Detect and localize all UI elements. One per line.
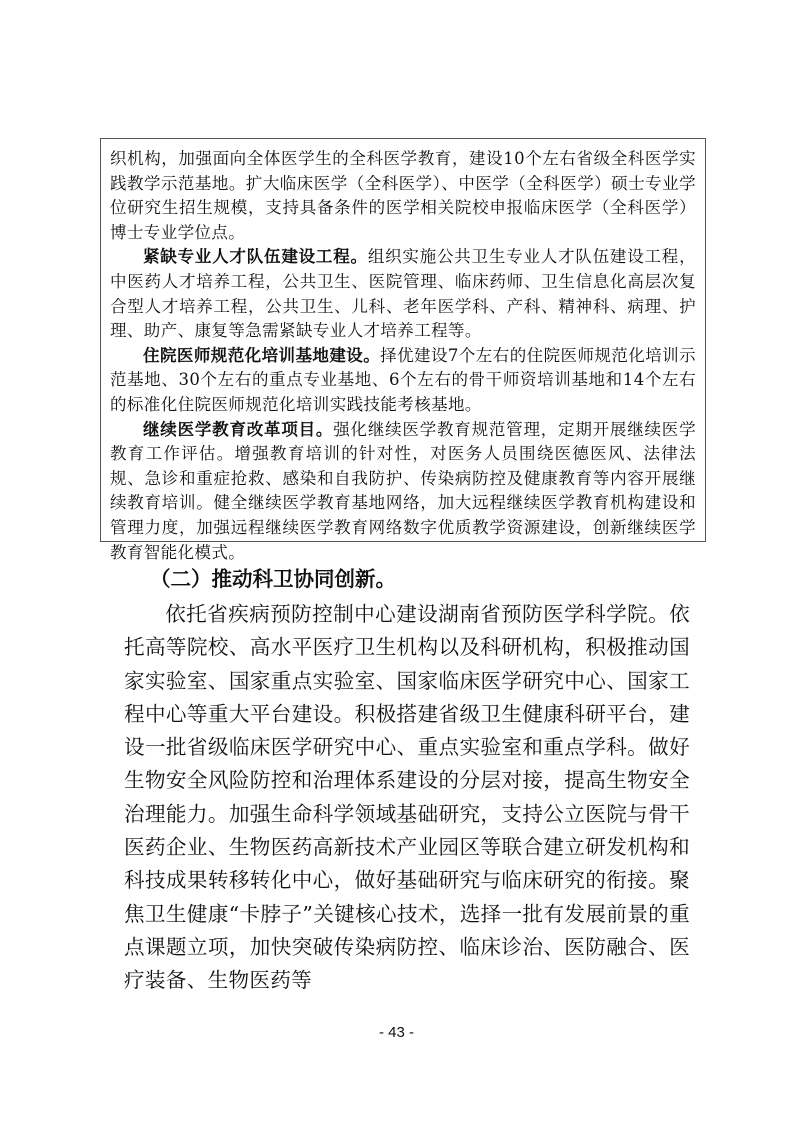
page-number: - 43 - [378, 1024, 414, 1041]
box-paragraph: 织机构，加强面向全体医学生的全科医学教育，建设10个左右省级全科医学实践教学示范基地。扩大临床医学（全科医学）、中医学（全科医学）硕士专业学位研究生招生规模，支持具备条件的医学相关院校申报临床医学（全科医学）博士专业学位点。 [110, 149, 696, 242]
project-text: 组织实施公共卫生专业人才队伍建设工程，中医药人才培养工程，公共卫生、医院管理、临床药师、卫生信息化高层次复合型人才培养工程，公共卫生、儿科、老年医学科、产科、精神科、病理、护理、助产、康复等急需紧缺专业人才培养工程等。 [110, 247, 696, 341]
project-text: 强化继续医学教育规范管理，定期开展继续医学教育工作评估。增强教育培训的针对性，对医务人员围绕医德医风、法律法规、急诊和重症抢救、感染和自我防护、传染病防控及健康教育等内容开展继续教育培训。健全继续医学教育基地网络，加大远程继续医学教育机构建设和管理力度，加强远程继续医学教育网络数字优质教学资源建设，创新继续医学教育智能化模式。 [110, 419, 696, 562]
section-heading: （二）推动科卫协同创新。 [150, 567, 396, 591]
body-paragraph: 依托省疾病预防控制中心建设湖南省预防医学科学院。依托高等院校、高水平医疗卫生机构以及科研机构，积极推动国家实验室、国家重点实验室、国家临床医学研究中心、国家工程中心等重大平台建设。积极搭建省级卫生健康科研平台，建设一批省级临床医学研究中心、重点实验室和重点学科。做好生物安全风险防控和治理体系建设的分层对接，提高生物安全治理能力。加强生命科学领域基础研究，支持公立医院与骨干医药企业、生物医药高新技术产业园区等联合建立研发机构和科技成果转移转化中心，做好基础研究与临床研究的衔接。聚焦卫生健康“卡脖子”关键核心技术，选择一批有发展前景的重点课题立项，加快突破传染病防控、临床诊治、医防融合、医疗装备、生物医药等 [124, 602, 690, 993]
box-paragraph [110, 245, 696, 343]
project-title: 紧缺专业人才队伍建设工程。 [143, 247, 368, 267]
boxed-projects [100, 138, 706, 562]
project-title: 住院医师规范化培训基地建设。 [143, 345, 381, 365]
project-title: 继续医学教育改革项目。 [143, 419, 334, 439]
project-text: 择优建设7个左右的住院医师规范化培训示范基地、30个左右的重点专业基地、6个左右的骨干师资培训基地和14个左右的标准化住院医师规范化培训实践技能考核基地。 [110, 345, 696, 414]
box-paragraph [110, 418, 696, 566]
box-paragraph [110, 344, 696, 418]
